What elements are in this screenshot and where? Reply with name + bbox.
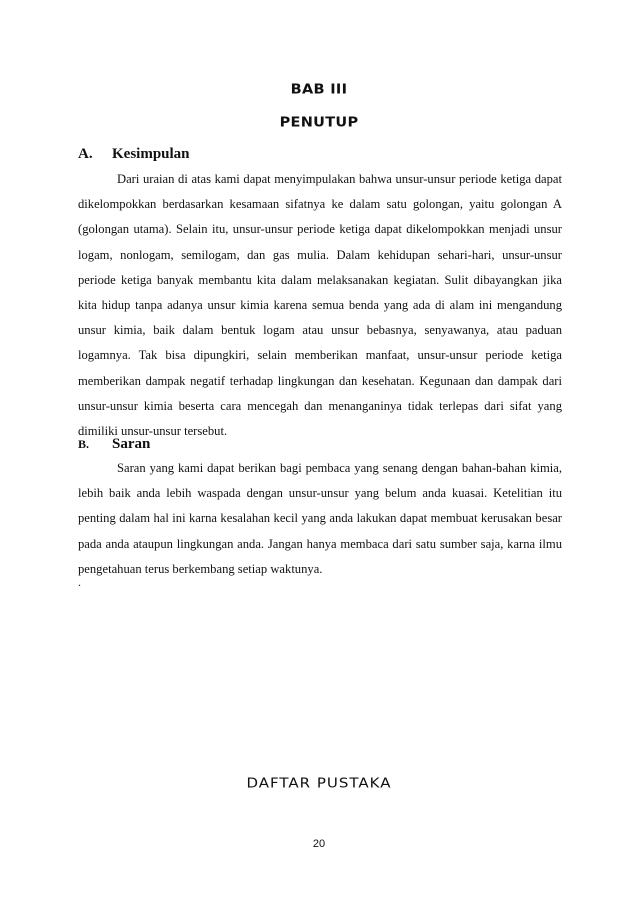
section-a-heading: [78, 146, 190, 163]
bibliography-title: DAFTAR PUSTAKA: [246, 774, 392, 792]
page-number: 20: [312, 838, 326, 850]
trailing-mark: .: [78, 575, 81, 589]
section-a-text: Dari uraian di atas kami dapat menyimpulakan bahwa unsur-unsur periode ketiga dapat dikelompokkan berdasarkan kesamaan sifatnya ke dalam satu golongan, yaitu golongan A (golongan utama). Selain itu, unsur-unsur periode ketiga dapat dikelompokkan menjadi unsur logam, nonlogam, semilogam, dan gas mulia. Dalam kehidupan sehari-hari, unsur-unsur periode ketiga banyak membantu kita dalam melaksanakan kegiatan. Sulit dibayangkan jika kita hidup tanpa adanya unsur kimia karena semua benda yang ada di alam ini mengandung unsur kimia, baik dalam bentuk logam atau unsur bebasnya, senyawanya, atau paduan logamnya. Tak bisa dipungkiri, selain memberikan manfaat, unsur-unsur periode ketiga memberikan dampak negatif terhadap lingkungan dan kesehatan. Kegunaan dan dampak dari unsur-unsur kimia beserta cara mencegah dan menanganinya tidak terlepas dari sifat yang dimiliki unsur-unsur tersebut.: [78, 172, 562, 439]
chapter-title: PENUTUP: [279, 115, 359, 131]
section-b-paragraph: [78, 456, 562, 582]
section-a-title: Kesimpulan: [112, 146, 190, 162]
section-b-heading: [78, 436, 150, 453]
section-b-letter: B.: [78, 437, 90, 451]
chapter-number: BAB III: [290, 82, 348, 98]
section-a-paragraph: [78, 167, 562, 444]
section-b-text: Saran yang kami dapat berikan bagi pembaca yang senang dengan bahan-bahan kimia, lebih baik anda lebih waspada dengan unsur-unsur yang belum anda kuasai. Ketelitian itu penting dalam hal ini karna kesalahan kecil yang anda lakukan dapat membuat kerusakan besar pada anda ataupun lingkungan anda. Jangan hanya membaca dari satu sumber saja, karna ilmu pengetahuan terus berkembang setiap waktunya.: [78, 461, 562, 576]
section-b-title: Saran: [112, 436, 151, 452]
section-a-letter: A.: [78, 146, 93, 162]
